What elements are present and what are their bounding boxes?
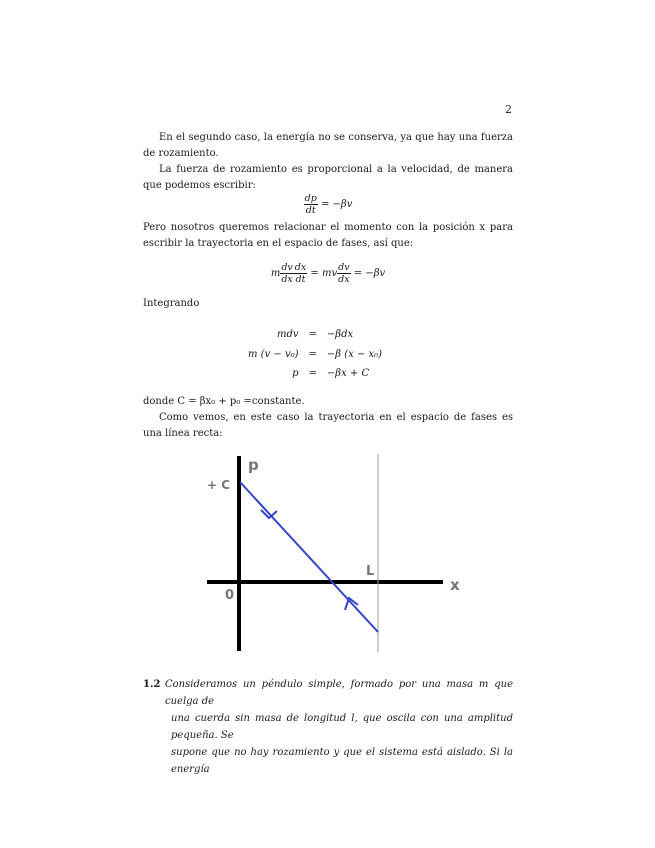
fraction-dv-dx — [280, 262, 293, 285]
fraction-denominator: dx — [281, 274, 293, 285]
trajectory-line — [240, 482, 378, 632]
equation-rhs: = −βv — [353, 268, 386, 279]
aligned-equations — [243, 325, 387, 384]
fraction-dx-dt — [294, 262, 307, 285]
equation-chain-rule — [143, 262, 513, 285]
origin-label: 0 — [225, 588, 235, 603]
problem-1-2 — [143, 676, 513, 778]
aligned-row — [243, 364, 387, 384]
c-intercept-label: + C — [207, 478, 231, 492]
problem-line: Consideramos un péndulo simple, formado por una masa m que cuelga de — [165, 679, 513, 707]
aligned-relation: = — [308, 348, 317, 360]
aligned-row — [243, 345, 387, 365]
aligned-relation: = — [308, 329, 317, 340]
problem-line: supone que no hay rozamiento y que el sistema está aislado. Si la energía — [171, 747, 513, 775]
l-label: L — [366, 564, 375, 579]
paragraph-straight-line: Como vemos, en este caso la trayectoria en el espacio de fases es una línea recta: — [143, 412, 513, 439]
aligned-lhs: m (v − v₀) — [248, 348, 299, 360]
phase-space-figure — [200, 452, 470, 657]
x-axis-label: x — [450, 576, 460, 594]
paragraph-energy-not-conserved: En el segundo caso, la energía no se conserva, ya que hay una fuerza de rozamiento. — [143, 132, 513, 159]
aligned-rhs: −β (x − x₀) — [326, 348, 383, 360]
aligned-rhs: −βdx — [326, 329, 354, 340]
aligned-lhs: mdv — [276, 329, 299, 340]
p-axis-label: p — [248, 456, 259, 474]
equation-mid: = mv — [310, 268, 338, 279]
problem-line: una cuerda sin masa de longitud l, que oscila con una amplitud pequeña. Se — [171, 713, 513, 741]
equation-m: m — [270, 268, 281, 279]
aligned-row — [243, 325, 387, 345]
paragraph-integrating: Integrando — [143, 298, 200, 309]
fraction-numerator: dv — [281, 262, 293, 273]
equation-rhs: = −βv — [320, 199, 353, 210]
page-number: 2 — [505, 103, 512, 116]
paragraph-constant-definition: donde C = βx₀ + p₀ =constante. — [143, 396, 305, 407]
paragraph-relate-momentum: Pero nosotros queremos relacionar el momento con la posición x para escribir la trayectoria en el espacio de fases, así que: — [143, 222, 513, 249]
aligned-relation: = — [308, 368, 317, 379]
fraction-denominator: dx — [338, 274, 350, 285]
paragraph-friction-force: La fuerza de rozamiento es proporcional a la velocidad, de manera que podemos escribir: — [143, 164, 513, 191]
fraction-numerator: dp — [304, 193, 317, 204]
fraction-numerator: dx — [294, 262, 307, 273]
fraction-denominator: dt — [295, 274, 306, 285]
fraction-denominator: dt — [305, 205, 316, 216]
equation-dp-dt — [143, 193, 513, 216]
fraction-dv-dx-2 — [337, 262, 350, 285]
fraction-dp-dt — [304, 193, 318, 216]
aligned-lhs: p — [292, 368, 299, 379]
aligned-rhs: −βx + C — [326, 368, 370, 379]
fraction-numerator: dv — [338, 262, 350, 273]
problem-label: 1.2 — [143, 679, 161, 690]
